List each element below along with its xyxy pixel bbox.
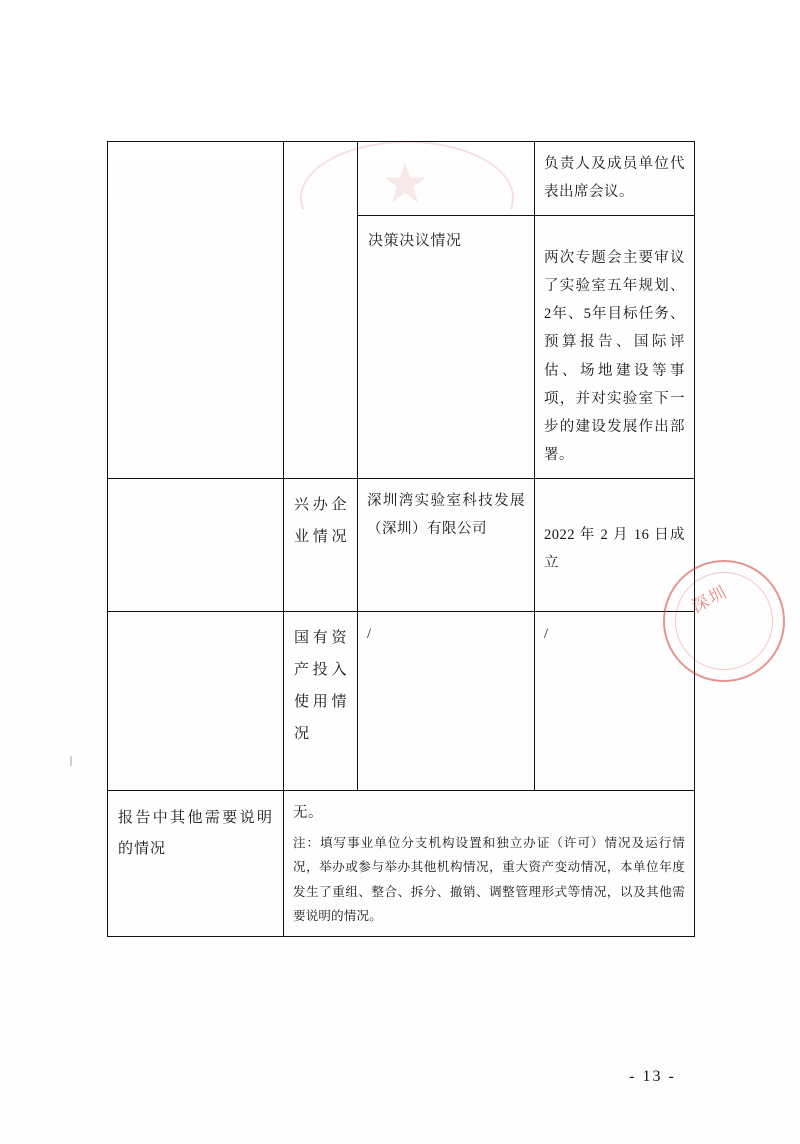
cell-other-notes-content [284, 790, 695, 937]
cell-other-notes-label [108, 790, 284, 937]
cell-decision-heading [358, 215, 535, 478]
decision-heading-label: 决策决议情况 [368, 232, 462, 249]
cell-enterprise-section-empty [108, 478, 284, 611]
other-notes-instruction-text: 注：填写事业单位分支机构设置和独立办证（许可）情况及运行情况，举办或参与举办其他机构情况，重大资产变动情况，本单位年度发生了重组、整合、拆分、撤销、调整管理形式等情况，以及其他需要说明的情况。 [293, 835, 685, 924]
cell-enterprise-date [535, 478, 695, 611]
state-assets-note-text: / [544, 625, 549, 642]
table-row [108, 611, 695, 790]
other-notes-main-text: 无。 [293, 804, 323, 821]
attendance-text: 负责人及成员单位代表出席会议。 [544, 156, 685, 201]
table-row [108, 790, 695, 937]
table-row [108, 142, 695, 216]
page-number-text: - 13 - [629, 1068, 676, 1085]
decision-detail-text: 两次专题会主要审议了实验室五年规划、2年、5年目标任务、预算报告、国际评估、场地建设等事项，并对实验室下一步的建设发展作出部署。 [544, 249, 685, 464]
enterprise-label: 兴办企业情况 [294, 496, 347, 545]
cell-enterprise-label [284, 478, 358, 611]
cell-subsection-label-empty [284, 142, 358, 479]
cell-assets-label [284, 611, 358, 790]
cell-section-label-empty [108, 142, 284, 479]
cell-item-empty [358, 142, 535, 216]
other-notes-label: 报告中其他需要说明的情况 [118, 809, 273, 858]
red-seal-text: 深圳 [688, 581, 732, 617]
cell-decision-text [535, 215, 695, 478]
cell-attendance-text [535, 142, 695, 216]
cell-enterprise-name [358, 478, 535, 611]
table-row [108, 478, 695, 611]
margin-mark [70, 756, 72, 766]
cell-assets-note [535, 611, 695, 790]
enterprise-name-text: 深圳湾实验室科技发展（深圳）有限公司 [367, 492, 525, 537]
report-table [107, 141, 695, 937]
cell-assets-value [358, 611, 535, 790]
cell-assets-section-empty [108, 611, 284, 790]
state-assets-value-text: / [367, 625, 372, 642]
enterprise-date-text: 2022 年 2 月 16 日成立 [544, 526, 685, 571]
state-assets-label: 国有资产投入使用情况 [294, 629, 347, 743]
page-number [0, 1068, 800, 1086]
